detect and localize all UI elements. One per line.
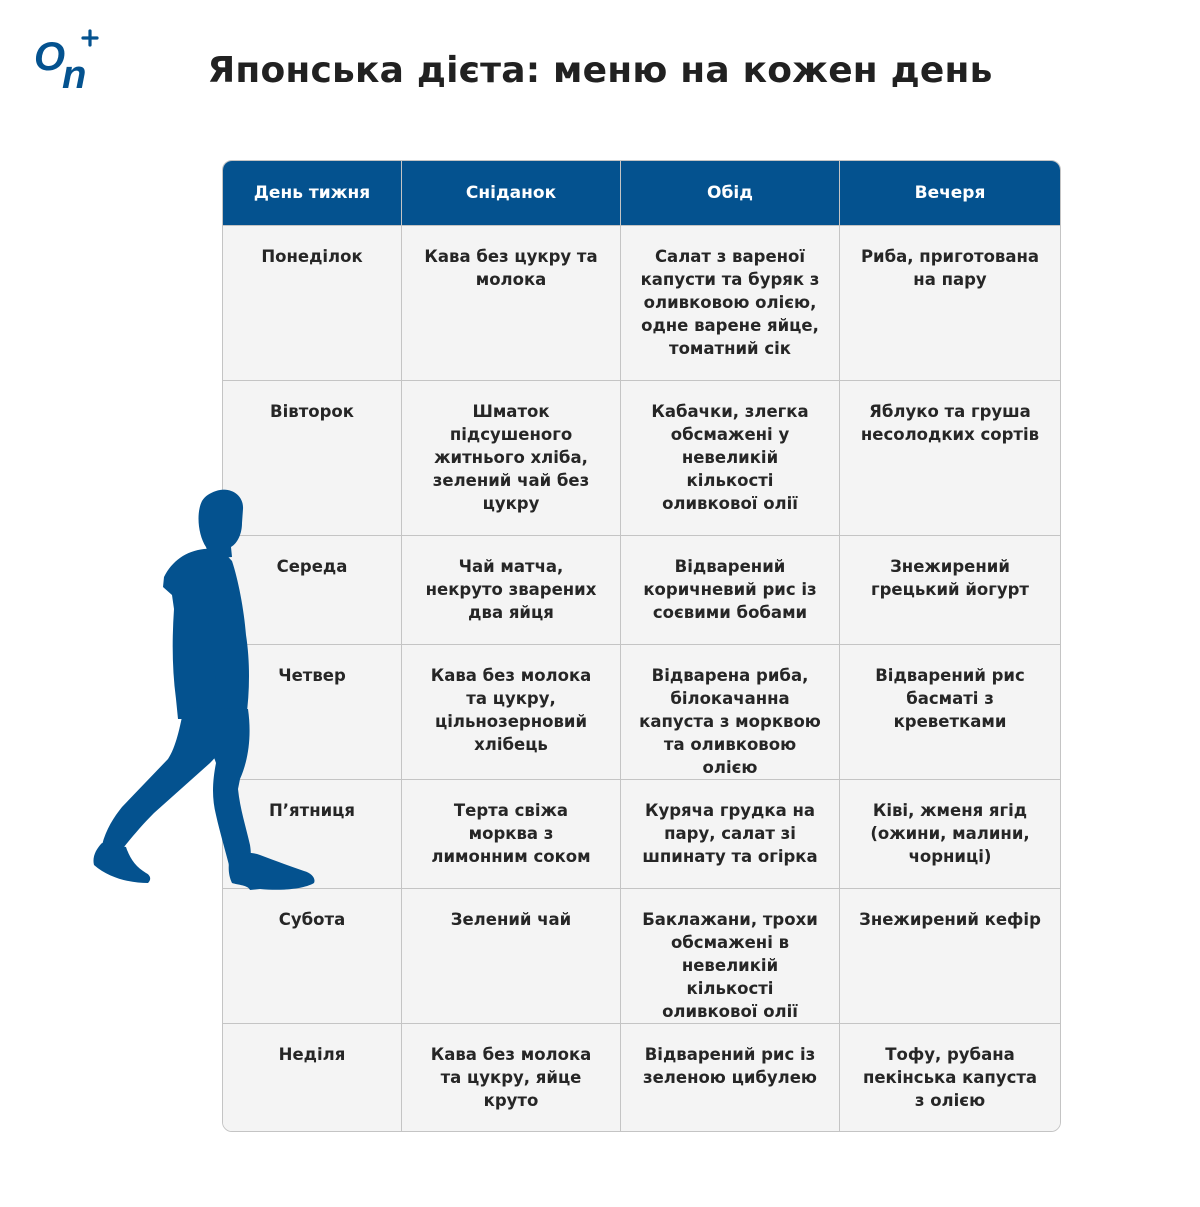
day-cell: Неділя <box>223 1023 401 1131</box>
day-cell: Четвер <box>223 644 401 779</box>
table-row <box>223 888 1060 1023</box>
breakfast-cell: Кава без молока та цукру, цільнозерновий хлібець <box>401 644 620 779</box>
header-day: День тижня <box>223 161 401 225</box>
lunch-cell: Відварений рис із зеленою цибулею <box>620 1023 839 1131</box>
dinner-cell: Ківі, жменя ягід (ожини, малини, чорниці) <box>839 779 1060 888</box>
lunch-cell: Куряча грудка на пару, салат зі шпинату та огірка <box>620 779 839 888</box>
svg-text:O: O <box>34 35 66 79</box>
day-cell: Середа <box>223 535 401 644</box>
table-row <box>223 779 1060 888</box>
table-row <box>223 535 1060 644</box>
breakfast-cell: Чай матча, некруто зварених два яйця <box>401 535 620 644</box>
dinner-cell: Тофу, рубана пекінська капуста з олією <box>839 1023 1060 1131</box>
dinner-cell: Яблуко та груша несолодких сортів <box>839 380 1060 535</box>
table-row <box>223 644 1060 779</box>
header-dinner: Вечеря <box>839 161 1060 225</box>
day-cell: П’ятниця <box>223 779 401 888</box>
lunch-cell: Салат з вареної капусти та буряк з оливковою олією, одне варене яйце, томатний сік <box>620 225 839 380</box>
page-title: Японська дієта: меню на кожен день <box>207 50 993 91</box>
day-cell: Субота <box>223 888 401 1023</box>
breakfast-cell: Кава без цукру та молока <box>401 225 620 380</box>
dinner-cell: Знежирений кефір <box>839 888 1060 1023</box>
dinner-cell: Відварений рис басматі з креветками <box>839 644 1060 779</box>
table-row <box>223 380 1060 535</box>
header-breakfast: Сніданок <box>401 161 620 225</box>
breakfast-cell: Терта свіжа морква з лимонним соком <box>401 779 620 888</box>
dinner-cell: Знежирений грецький йогурт <box>839 535 1060 644</box>
lunch-cell: Баклажани, трохи обсмажені в невеликій кількості оливкової олії <box>620 888 839 1023</box>
day-cell: Вівторок <box>223 380 401 535</box>
table-row <box>223 1023 1060 1131</box>
lunch-cell: Кабачки, злегка обсмажені у невеликій кількості оливкової олії <box>620 380 839 535</box>
lunch-cell: Відварений коричневий рис із соєвими бобами <box>620 535 839 644</box>
breakfast-cell: Шматок підсушеного житнього хліба, зелений чай без цукру <box>401 380 620 535</box>
table-header-row <box>223 161 1060 225</box>
breakfast-cell: Кава без молока та цукру, яйце круто <box>401 1023 620 1131</box>
walking-man-icon <box>88 487 320 891</box>
diet-menu-table <box>222 160 1061 1132</box>
table-row <box>223 225 1060 380</box>
breakfast-cell: Зелений чай <box>401 888 620 1023</box>
lunch-cell: Відварена риба, білокачанна капуста з морквою та оливковою олією <box>620 644 839 779</box>
day-cell: Понеділок <box>223 225 401 380</box>
svg-text:n: n <box>62 53 87 94</box>
dinner-cell: Риба, приготована на пару <box>839 225 1060 380</box>
header-lunch: Обід <box>620 161 839 225</box>
